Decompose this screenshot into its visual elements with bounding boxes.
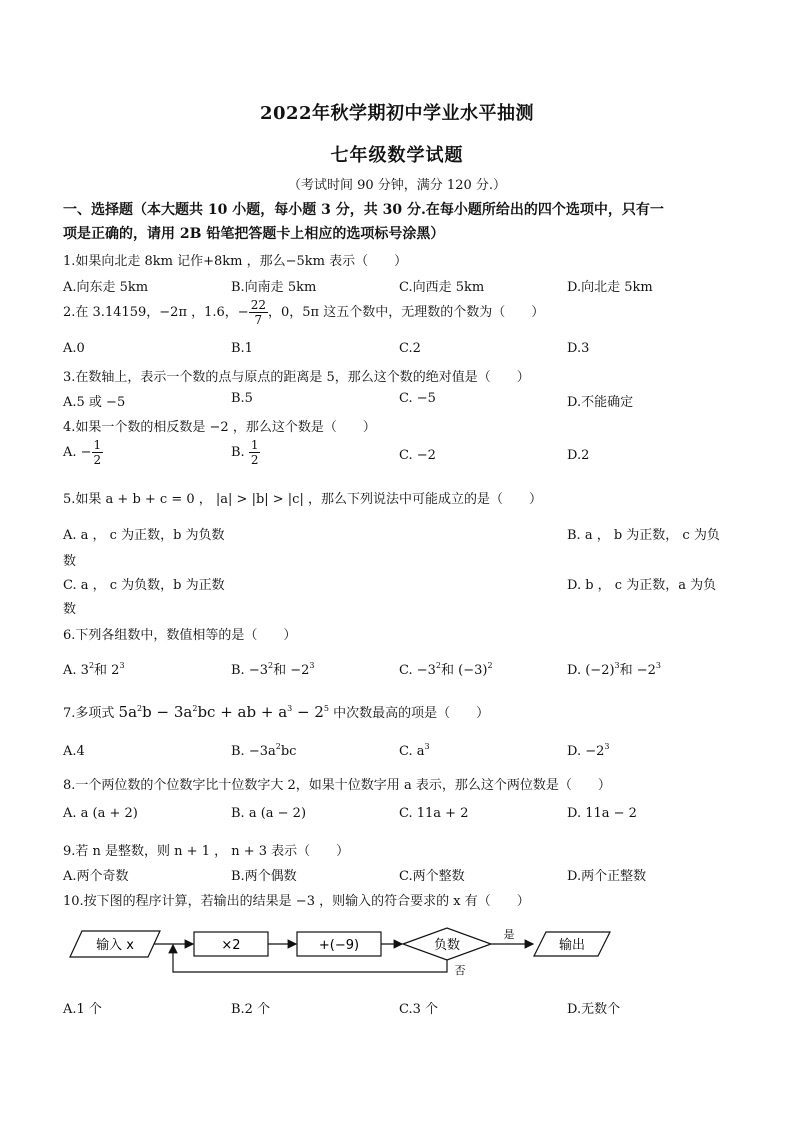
q7-poly-exp1: 2 xyxy=(137,704,143,713)
q7-stem-post: 中次数最高的项是（ ） xyxy=(328,706,490,721)
q4-option-a-prefix: A. − xyxy=(63,445,92,460)
q4-option-a-fraction xyxy=(92,438,104,467)
q6-option-b xyxy=(231,659,314,678)
q6-c-exp1: 2 xyxy=(435,661,442,670)
q3-option-c: C. −5 xyxy=(399,391,436,406)
q8-option-d: D. 11a − 2 xyxy=(567,806,637,821)
question-6-stem: 6.下列各组数中，数值相等的是（ ） xyxy=(63,628,297,643)
q6-b-part1: B. −3 xyxy=(231,663,268,678)
q1-option-d: D.向北走 5km xyxy=(567,280,653,295)
q5-option-d-wrap: 数 xyxy=(63,602,77,617)
flow-multiply-label: ×2 xyxy=(221,938,241,953)
q4-option-a xyxy=(63,438,103,467)
q9-option-d: D.两个正整数 xyxy=(567,869,647,884)
q8-option-a: A. a (a + 2) xyxy=(63,806,138,821)
q6-c-part2: 和 (−3) xyxy=(441,663,488,678)
q7-d-exp: 3 xyxy=(604,742,610,751)
flow-no-label: 否 xyxy=(454,964,466,977)
program-flowchart xyxy=(60,922,620,980)
flow-decision-label: 负数 xyxy=(433,938,461,953)
q7-poly-exp2: 2 xyxy=(192,704,198,713)
q4-option-b-fraction xyxy=(249,438,261,467)
q6-b-exp1: 2 xyxy=(267,661,274,670)
q7-poly-term3: bc + ab + a xyxy=(197,703,288,721)
question-4-stem: 4.如果一个数的相反数是 −2 ，那么这个数是（ ） xyxy=(63,420,376,435)
q10-option-a: A.1 个 xyxy=(63,1002,102,1017)
q5-option-b: B. a ， b 为正数， c 为负 xyxy=(567,528,720,543)
q7-poly-term1: 5a xyxy=(118,703,138,721)
question-10-stem: 10.按下图的程序计算，若输出的结果是 −3 ，则输入的符合要求的 x 有（ ） xyxy=(63,894,530,909)
q3-option-a: A.5 或 −5 xyxy=(63,395,126,410)
q8-option-b: B. a (a − 2) xyxy=(231,806,307,821)
q6-a-part1: A. 3 xyxy=(63,663,89,678)
q10-option-d: D.无数个 xyxy=(567,1002,621,1017)
q4-b-denominator: 2 xyxy=(250,453,259,467)
q4-a-denominator: 2 xyxy=(93,453,102,467)
q6-a-part2: 和 2 xyxy=(94,663,120,678)
q1-option-b: B.向南走 5km xyxy=(231,280,317,295)
q6-option-a xyxy=(63,659,125,678)
question-9-stem: 9.若 n 是整数，则 n + 1 ， n + 3 表示（ ） xyxy=(63,844,350,859)
q7-b-exp: 2 xyxy=(275,742,281,751)
q4-a-numerator: 1 xyxy=(93,438,102,452)
q10-option-c: C.3 个 xyxy=(399,1002,439,1017)
q9-option-c: C.两个整数 xyxy=(399,869,465,884)
q5-option-b-wrap: 数 xyxy=(63,554,77,569)
question-5-stem: 5.如果 a + b + c = 0 ， |a| > |b| > |c| ，那么下列说法中可能成立的是（ ） xyxy=(63,492,542,507)
q3-option-b: B.5 xyxy=(231,391,253,406)
q7-option-c xyxy=(399,744,430,759)
q6-a-exp2: 3 xyxy=(119,661,125,670)
exam-subtitle: 七年级数学试题 xyxy=(330,145,464,166)
q2-fraction-denominator: 7 xyxy=(254,313,263,327)
q4-option-b-prefix: B. xyxy=(231,445,245,460)
q2-option-d: D.3 xyxy=(567,341,590,356)
q2-fraction-numerator: 22 xyxy=(250,298,266,312)
q6-option-d xyxy=(567,659,661,678)
exam-title: 2022年秋学期初中学业水平抽测 xyxy=(259,103,535,124)
q2-stem-part-a: 2.在 3.14159，−2π ，1.6，− xyxy=(63,305,249,320)
q6-b-part2: 和 −2 xyxy=(273,663,310,678)
question-3-stem: 3.在数轴上，表示一个数的点与原点的距离是 5，那么这个数的绝对值是（ ） xyxy=(63,370,530,385)
q7-option-a: A.4 xyxy=(63,744,85,759)
flow-yes-label: 是 xyxy=(503,928,515,941)
q7-d-part1: D. −2 xyxy=(567,744,605,759)
q2-stem-part-b: ，0，5π 这五个数中，无理数的个数为（ ） xyxy=(267,305,545,320)
q4-b-numerator: 1 xyxy=(250,438,259,452)
q6-b-exp2: 3 xyxy=(309,661,315,670)
flow-output-label: 输出 xyxy=(558,938,586,953)
q7-polynomial xyxy=(119,703,329,721)
question-8-stem: 8.一个两位数的个位数字比十位数字大 2，如果十位数字用 a 表示，那么这个两位数是（ ） xyxy=(63,778,611,793)
q6-c-part1: C. −3 xyxy=(399,663,436,678)
q8-option-c: C. 11a + 2 xyxy=(399,806,469,821)
q4-option-b xyxy=(231,438,260,467)
flow-input-label: 输入 x xyxy=(96,938,134,953)
q7-stem-pre: 7.多项式 xyxy=(63,706,119,721)
q7-option-b xyxy=(231,744,296,759)
q7-poly-term4: − 2 xyxy=(292,703,324,721)
question-1-stem: 1.如果向北走 8km 记作+8km ，那么−5km 表示（ ） xyxy=(63,254,408,269)
q2-option-a: A.0 xyxy=(63,341,85,356)
q7-c-exp: 3 xyxy=(424,742,430,751)
q2-option-b: B.1 xyxy=(231,341,253,356)
q7-poly-exp3: 3 xyxy=(287,704,293,713)
q6-d-part2: 和 −2 xyxy=(619,663,656,678)
q4-option-d: D.2 xyxy=(567,448,590,463)
q1-option-c: C.向西走 5km xyxy=(399,280,485,295)
section-heading-line2: 项是正确的，请用 2B 铅笔把答题卡上相应的选项标号涂黑） xyxy=(63,226,445,242)
q9-option-b: B.两个偶数 xyxy=(231,869,297,884)
q4-option-c: C. −2 xyxy=(399,448,436,463)
q10-option-b: B.2 个 xyxy=(231,1002,271,1017)
exam-info: （考试时间 90 分钟，满分 120 分.） xyxy=(287,178,507,193)
q1-option-a: A.向东走 5km xyxy=(63,280,149,295)
q7-poly-term2: b − 3a xyxy=(142,703,193,721)
q7-c-part1: C. a xyxy=(399,744,425,759)
q6-c-exp2: 2 xyxy=(487,661,493,670)
section-heading-line1: 一、选择题（本大题共 10 小题，每小题 3 分，共 30 分.在每小题所给出的四个选项中，只有一 xyxy=(63,202,664,218)
q5-option-c: C. a ， c 为负数，b 为正数 xyxy=(63,578,225,593)
q6-d-part1: D. (−2) xyxy=(567,663,615,678)
q2-option-c: C.2 xyxy=(399,341,421,356)
q7-b-part1: B. −3a xyxy=(231,744,276,759)
q7-b-part2: bc xyxy=(280,744,297,759)
q6-d-exp2: 3 xyxy=(655,661,662,670)
q9-option-a: A.两个奇数 xyxy=(63,869,129,884)
q5-option-a: A. a ， c 为正数，b 为负数 xyxy=(63,528,225,543)
question-7-stem xyxy=(63,702,489,721)
q6-a-exp1: 2 xyxy=(88,661,95,670)
q5-option-d: D. b ， c 为正数，a 为负 xyxy=(567,578,717,593)
q6-d-exp1: 3 xyxy=(614,661,620,670)
q3-option-d: D.不能确定 xyxy=(567,395,634,410)
flow-add-label: +(−9) xyxy=(318,938,360,953)
question-2-stem xyxy=(63,298,544,327)
q7-option-d xyxy=(567,744,609,759)
q6-option-c xyxy=(399,659,493,678)
q7-poly-exp4: 5 xyxy=(323,704,329,713)
q2-fraction xyxy=(249,298,268,327)
